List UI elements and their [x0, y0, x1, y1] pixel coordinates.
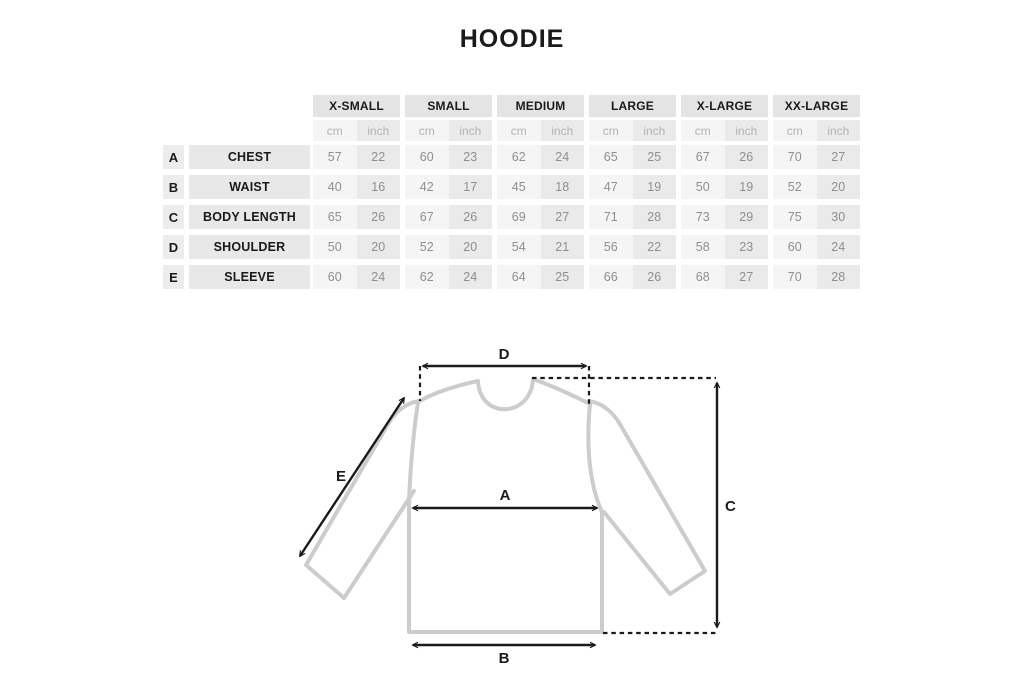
- hoodie-outline: [306, 379, 705, 632]
- size-column-header: X-LARGE: [681, 95, 768, 117]
- measurement-group: [405, 175, 492, 199]
- measurement-value-cm: 50: [313, 235, 357, 259]
- measurement-value-inch: 26: [725, 145, 769, 169]
- row-letter: E: [163, 265, 184, 289]
- measurement-value-inch: 23: [449, 145, 493, 169]
- chart-row: [163, 95, 860, 117]
- row-letter: A: [163, 145, 184, 169]
- measurement-group: [497, 235, 584, 259]
- measurement-value-cm: 73: [681, 205, 725, 229]
- measurement-group: [405, 145, 492, 169]
- measurement-value-cm: 70: [773, 265, 817, 289]
- diagram-label-shoulder: D: [498, 346, 510, 363]
- measurement-value-cm: 62: [497, 145, 541, 169]
- measurement-value-cm: 47: [589, 175, 633, 199]
- measurement-value-inch: 27: [817, 145, 861, 169]
- measurement-value-inch: 25: [633, 145, 677, 169]
- measurement-value-cm: 69: [497, 205, 541, 229]
- measurement-group: [773, 145, 860, 169]
- unit-header-inch: inch: [357, 120, 401, 141]
- diagram-label-waist: B: [498, 650, 510, 667]
- unit-header-inch: inch: [725, 120, 769, 141]
- row-label: CHEST: [189, 145, 310, 169]
- page-title: HOODIE: [459, 25, 565, 53]
- unit-header-group: [773, 120, 860, 141]
- measurement-group: [405, 235, 492, 259]
- measurement-group: [773, 235, 860, 259]
- measurement-value-inch: 27: [725, 265, 769, 289]
- unit-header-cm: cm: [405, 120, 449, 141]
- measurement-value-inch: 30: [817, 205, 861, 229]
- measurement-group: [681, 145, 768, 169]
- measurement-group: [313, 145, 400, 169]
- measurement-group: [497, 265, 584, 289]
- measurement-value-cm: 40: [313, 175, 357, 199]
- size-chart-table: [163, 95, 860, 289]
- measurement-value-inch: 29: [725, 205, 769, 229]
- size-column-header: X-SMALL: [313, 95, 400, 117]
- measurement-value-inch: 18: [541, 175, 585, 199]
- unit-header-inch: inch: [449, 120, 493, 141]
- chart-row: [163, 235, 860, 259]
- measurement-value-cm: 60: [313, 265, 357, 289]
- measurement-value-cm: 71: [589, 205, 633, 229]
- size-column-header: LARGE: [589, 95, 676, 117]
- measurement-group: [589, 175, 676, 199]
- row-letter: C: [163, 205, 184, 229]
- row-label: BODY LENGTH: [189, 205, 310, 229]
- measurement-value-cm: 68: [681, 265, 725, 289]
- unit-header-cm: cm: [313, 120, 357, 141]
- size-column-header: MEDIUM: [497, 95, 584, 117]
- measurement-group: [773, 205, 860, 229]
- row-letter: D: [163, 235, 184, 259]
- unit-header-group: [405, 120, 492, 141]
- chart-row: [163, 205, 860, 229]
- measurement-value-cm: 67: [681, 145, 725, 169]
- measurement-value-inch: 20: [817, 175, 861, 199]
- chart-corner-spacer: [163, 95, 313, 117]
- measurement-value-cm: 65: [313, 205, 357, 229]
- measurement-group: [497, 205, 584, 229]
- measurement-value-inch: 19: [633, 175, 677, 199]
- measurement-value-cm: 56: [589, 235, 633, 259]
- unit-header-group: [497, 120, 584, 141]
- measurement-value-inch: 19: [725, 175, 769, 199]
- measurement-value-cm: 66: [589, 265, 633, 289]
- measurement-value-cm: 65: [589, 145, 633, 169]
- measurement-value-inch: 26: [449, 205, 493, 229]
- unit-header-inch: inch: [541, 120, 585, 141]
- row-label: SLEEVE: [189, 265, 310, 289]
- measurement-value-inch: 24: [449, 265, 493, 289]
- measurement-group: [589, 205, 676, 229]
- measurement-group: [497, 145, 584, 169]
- measurement-value-inch: 22: [357, 145, 401, 169]
- measurement-group: [313, 235, 400, 259]
- chart-row: [163, 120, 860, 141]
- unit-header-cm: cm: [497, 120, 541, 141]
- measurement-value-inch: 17: [449, 175, 493, 199]
- measurement-value-cm: 70: [773, 145, 817, 169]
- measurement-group: [313, 265, 400, 289]
- measurement-value-inch: 28: [633, 205, 677, 229]
- measurement-value-inch: 22: [633, 235, 677, 259]
- measurement-group: [313, 175, 400, 199]
- measurement-value-inch: 20: [357, 235, 401, 259]
- measurement-value-cm: 50: [681, 175, 725, 199]
- hoodie-left-sleeve: [306, 401, 419, 598]
- unit-header-cm: cm: [681, 120, 725, 141]
- hoodie-right-sleeve: [589, 401, 705, 594]
- measurement-value-inch: 16: [357, 175, 401, 199]
- measurement-value-inch: 23: [725, 235, 769, 259]
- unit-header-group: [589, 120, 676, 141]
- measurement-value-cm: 42: [405, 175, 449, 199]
- diagram-label-body-length: C: [725, 498, 736, 515]
- row-label: SHOULDER: [189, 235, 310, 259]
- measurement-value-inch: 25: [541, 265, 585, 289]
- unit-header-group: [313, 120, 400, 141]
- measurement-value-cm: 54: [497, 235, 541, 259]
- hoodie-body: [409, 379, 602, 632]
- measurement-value-cm: 57: [313, 145, 357, 169]
- measurement-value-inch: 20: [449, 235, 493, 259]
- diagram-label-sleeve: E: [335, 468, 346, 485]
- chart-row: [163, 175, 860, 199]
- chart-row: [163, 145, 860, 169]
- chart-corner-spacer: [163, 120, 313, 141]
- measurement-value-inch: 26: [357, 205, 401, 229]
- measurement-group: [497, 175, 584, 199]
- chart-row: [163, 265, 860, 289]
- measurement-group: [405, 265, 492, 289]
- measurement-group: [681, 205, 768, 229]
- measurement-value-inch: 21: [541, 235, 585, 259]
- measurement-group: [773, 175, 860, 199]
- hoodie-measurement-diagram: [278, 340, 748, 680]
- measurement-group: [773, 265, 860, 289]
- measurement-group: [589, 265, 676, 289]
- measurement-value-cm: 67: [405, 205, 449, 229]
- measurement-value-cm: 52: [405, 235, 449, 259]
- size-column-header: XX-LARGE: [773, 95, 860, 117]
- measurement-group: [681, 235, 768, 259]
- measurement-value-cm: 62: [405, 265, 449, 289]
- unit-header-inch: inch: [817, 120, 861, 141]
- measurement-value-cm: 75: [773, 205, 817, 229]
- measurement-group: [681, 175, 768, 199]
- diagram-label-chest: A: [499, 487, 511, 504]
- measurement-value-cm: 60: [405, 145, 449, 169]
- measurement-value-cm: 64: [497, 265, 541, 289]
- measurement-value-inch: 27: [541, 205, 585, 229]
- unit-header-cm: cm: [589, 120, 633, 141]
- unit-header-cm: cm: [773, 120, 817, 141]
- measurement-group: [589, 145, 676, 169]
- measurement-value-inch: 24: [357, 265, 401, 289]
- measurement-group: [405, 205, 492, 229]
- measurement-value-inch: 26: [633, 265, 677, 289]
- measurement-group: [313, 205, 400, 229]
- measurement-value-cm: 52: [773, 175, 817, 199]
- measurement-value-cm: 58: [681, 235, 725, 259]
- measurement-group: [681, 265, 768, 289]
- measurement-value-inch: 28: [817, 265, 861, 289]
- measurement-value-inch: 24: [541, 145, 585, 169]
- unit-header-inch: inch: [633, 120, 677, 141]
- measurement-value-cm: 45: [497, 175, 541, 199]
- measurement-group: [589, 235, 676, 259]
- size-column-header: SMALL: [405, 95, 492, 117]
- row-label: WAIST: [189, 175, 310, 199]
- row-letter: B: [163, 175, 184, 199]
- measurement-value-inch: 24: [817, 235, 861, 259]
- unit-header-group: [681, 120, 768, 141]
- measurement-value-cm: 60: [773, 235, 817, 259]
